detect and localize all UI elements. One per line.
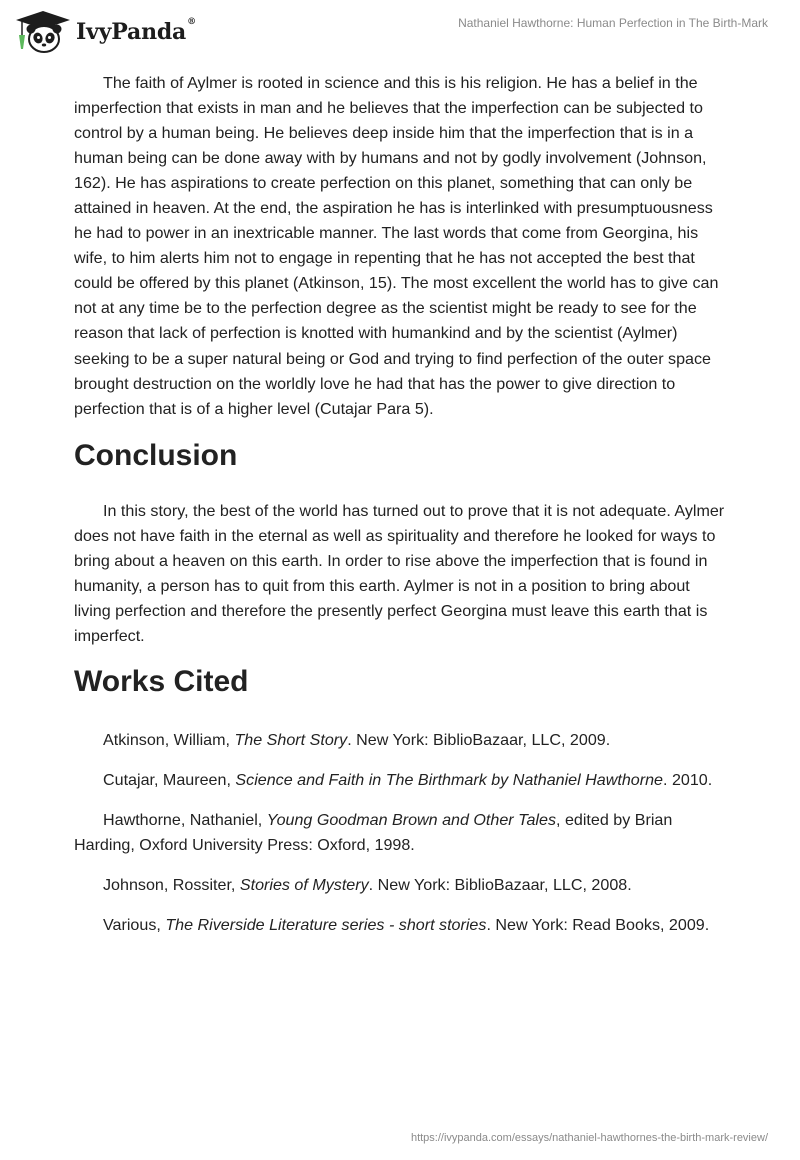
reference-item: Cutajar, Maureen, Science and Faith in The Birthmark by Nathaniel Hawthorne. 2010. (103, 770, 713, 789)
conclusion-paragraph: In this story, the best of the world has turned out to prove that it is not adequate. Aylmer does not have faith in the eternal as well as spirituality and therefore he looked for ways to bring about a heaven on this earth. In order to rise above the imperfection that is found in humanity, a person has to quit from this earth. Aylmer is not in a position to bring about living perfection and therefore the presently perfect Georgina must leave this earth that is imperfect. (74, 501, 725, 645)
reference-title: Stories of Mystery (239, 875, 369, 894)
source-url[interactable]: https://ivypanda.com/essays/nathaniel-hawthornes-the-birth-mark-review/ (410, 1132, 768, 1144)
conclusion-heading: Conclusion (74, 438, 238, 472)
reference-item: Atkinson, William, The Short Story. New York: BiblioBazaar, LLC, 2009. (103, 730, 611, 749)
ivypanda-logo[interactable] (14, 9, 196, 55)
reference-title: The Riverside Literature series - short stories (165, 915, 487, 934)
essay-content (74, 71, 728, 953)
reference-title: Science and Faith in The Birthmark by Nathaniel Hawthorne (235, 770, 663, 789)
document-title: Nathaniel Hawthorne: Human Perfection in The Birth-Mark (458, 16, 768, 30)
reference-item: Hawthorne, Nathaniel, Young Goodman Brown and Other Tales, edited by Brian Harding, Oxford University Press: Oxford, 1998. (74, 810, 673, 854)
registered-mark: ® (187, 17, 197, 27)
reference-item: Various, The Riverside Literature series - short stories. New York: Read Books, 2009. (103, 915, 710, 934)
reference-title: Young Goodman Brown and Other Tales (266, 810, 556, 829)
reference-title: The Short Story (234, 730, 348, 749)
body-paragraph: The faith of Aylmer is rooted in science and this is his religion. He has a belief in the imperfection that exists in man and he believes that the imperfection can be subjected to control by a human being. He believes deep inside him that the imperfection that is in a human being can be done away with by humans and not by godly involvement (Johnson, 162). He has aspirations to create perfection on this planet, something that can only be attained in heaven. At the end, the aspiration he has is interlinked with presumptuousness he had to power in an inextricable manner. The last words that come from Georgina, his wife, to him alerts him not to engage in repenting that he has not accepted the best that could be offered by this planet (Atkinson, 15). The most excellent the world has to give can not at any time be to the perfection degree as the scientist might be ready to see for the reason that lack of perfection is knotted with humankind and by the scientist (Aylmer) seeking to be a super natural being or God and trying to find perfection of the outer space brought destruction on the worldly love he had that has the power to give direction to perfection that is of a higher level (Cutajar Para 5). (74, 74, 719, 418)
works-cited-list (74, 728, 728, 938)
panda-graduate-icon (14, 9, 72, 55)
brand-name: IvyPanda (76, 19, 187, 45)
works-cited-heading: Works Cited (74, 664, 249, 698)
page-header (0, 0, 800, 60)
reference-item: Johnson, Rossiter, Stories of Mystery. New York: BiblioBazaar, LLC, 2008. (103, 875, 632, 894)
